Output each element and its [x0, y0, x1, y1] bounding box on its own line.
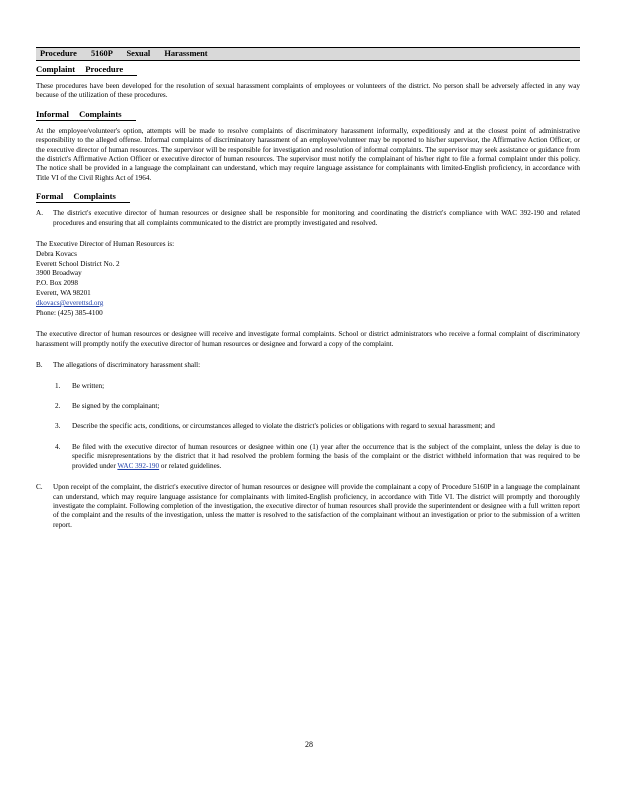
formal-item-c	[36, 483, 580, 530]
subitem-2-text: Be signed by the complainant;	[72, 402, 160, 411]
subitem-1	[36, 382, 580, 391]
item-c-marker: C.	[36, 483, 43, 492]
contact-email-link[interactable]: dkovacs@everettsd.org	[36, 298, 104, 307]
item-b-text: The allegations of discriminatory harassment shall:	[53, 361, 201, 370]
document-page	[36, 47, 580, 530]
subitem-1-text: Be written;	[72, 381, 105, 390]
subitem-4-marker: 4.	[55, 442, 61, 451]
formal-item-b	[36, 361, 580, 370]
formal-item-a	[36, 209, 580, 228]
page-title: Procedure 5160P Sexual Harassment	[36, 47, 580, 61]
item-a-text: The district's executive director of human resources or designee shall be responsible for monitoring and coordinating the district's compliance with WAC 392-190 and related procedures and ensuring that all complaints communicated to the district are promptly investigated and resolved.	[53, 209, 580, 227]
informal-complaints-text: At the employee/volunteer's option, attempts will be made to resolve complaints of discriminatory harassment informally, expeditiously and at the closest point of administrative responsibility to the alleged offense. Informal complaints of discriminatory harassment of an employee/volunteer may be reported to his/her supervisor, the Affirmative Action Officer, or the executive director of human resources. The supervisor will be responsible for investigation and resolution of informal complaints. The supervisor may seek assistance or guidance from the district's Affirmative Action Officer or executive director of human resources. The supervisor must notify the complainant of his/her right to file a formal complaint under this policy. The notice shall be provided in a language the complainant can understand, which may require language assistance for complainants with limited-English proficiency, in accordance with Title VI of the Civil Rights Act of 1964.	[36, 126, 580, 182]
subitem-4-text-after: or related guidelines.	[159, 461, 222, 470]
page-number: 28	[305, 740, 313, 749]
contact-po-box: P.O. Box 2098	[36, 279, 78, 288]
item-a-marker: A.	[36, 209, 43, 218]
contact-street: 3900 Broadway	[36, 269, 82, 278]
contact-city: Everett, WA 98201	[36, 289, 91, 298]
subitem-3	[36, 422, 580, 431]
subitem-4-text	[72, 443, 580, 471]
contact-block	[36, 240, 580, 318]
wac-392-190-link[interactable]: WAC 392-190	[117, 461, 160, 470]
subitem-2-marker: 2.	[55, 402, 61, 411]
contact-phone: Phone: (425) 385-4100	[36, 308, 103, 317]
informal-complaints-heading: Informal Complaints	[36, 109, 136, 121]
complaint-procedure-text: These procedures have been developed for the resolution of sexual harassment complaints of employees or volunteers of the district. No person shall be adversely affected in any way because of the utilization of these procedures.	[36, 82, 580, 100]
formal-complaints-heading: Formal Complaints	[36, 191, 130, 203]
subitem-2	[36, 402, 580, 411]
subitem-3-text: Describe the specific acts, conditions, or circumstances alleged to violate the district's policies or obligations with regard to sexual harassment; and	[72, 422, 495, 431]
subitem-1-marker: 1.	[55, 381, 61, 390]
item-c-text: Upon receipt of the complaint, the district's executive director of human resources or designee will provide the complainant a copy of Procedure 5160P in a language the complainant can understand, which may require language assistance for complainants with limited-English proficiency, in accordance with Title VI. The district will promptly and thoroughly investigate the complaint. Following completion of the investigation, the executive director of human resources shall provide the superintendent or designee with a full written report of the complaint and the results of the investigation, unless the matter is resolved to the satisfaction of the complainant without an investigation or prior to the submission of a written report.	[53, 483, 580, 529]
subitem-4	[36, 443, 580, 471]
contact-intro: The Executive Director of Human Resources is:	[36, 240, 175, 249]
subitem-3-marker: 3.	[55, 422, 61, 431]
item-b-marker: B.	[36, 361, 43, 370]
contact-org: Everett School District No. 2	[36, 259, 120, 268]
subitem-4-text-before: Be filed with the executive director of human resources or designee within one (1) year after the occurrence that is the subject of the complaint, unless the delay is due to specific misrepresentations by the district that it had resolved the problem forming the basis of the complaint or the district withheld information that was required to be provided under	[72, 442, 580, 470]
executive-paragraph: The executive director of human resources or designee will receive and investigate formal complaints. School or district administrators who receive a formal complaint of discriminatory harassment will promptly notify the executive director of human resources or designee and forward a copy of the complaint.	[36, 330, 580, 348]
complaint-procedure-heading: Complaint Procedure	[36, 64, 137, 76]
contact-name: Debra Kovacs	[36, 249, 77, 258]
